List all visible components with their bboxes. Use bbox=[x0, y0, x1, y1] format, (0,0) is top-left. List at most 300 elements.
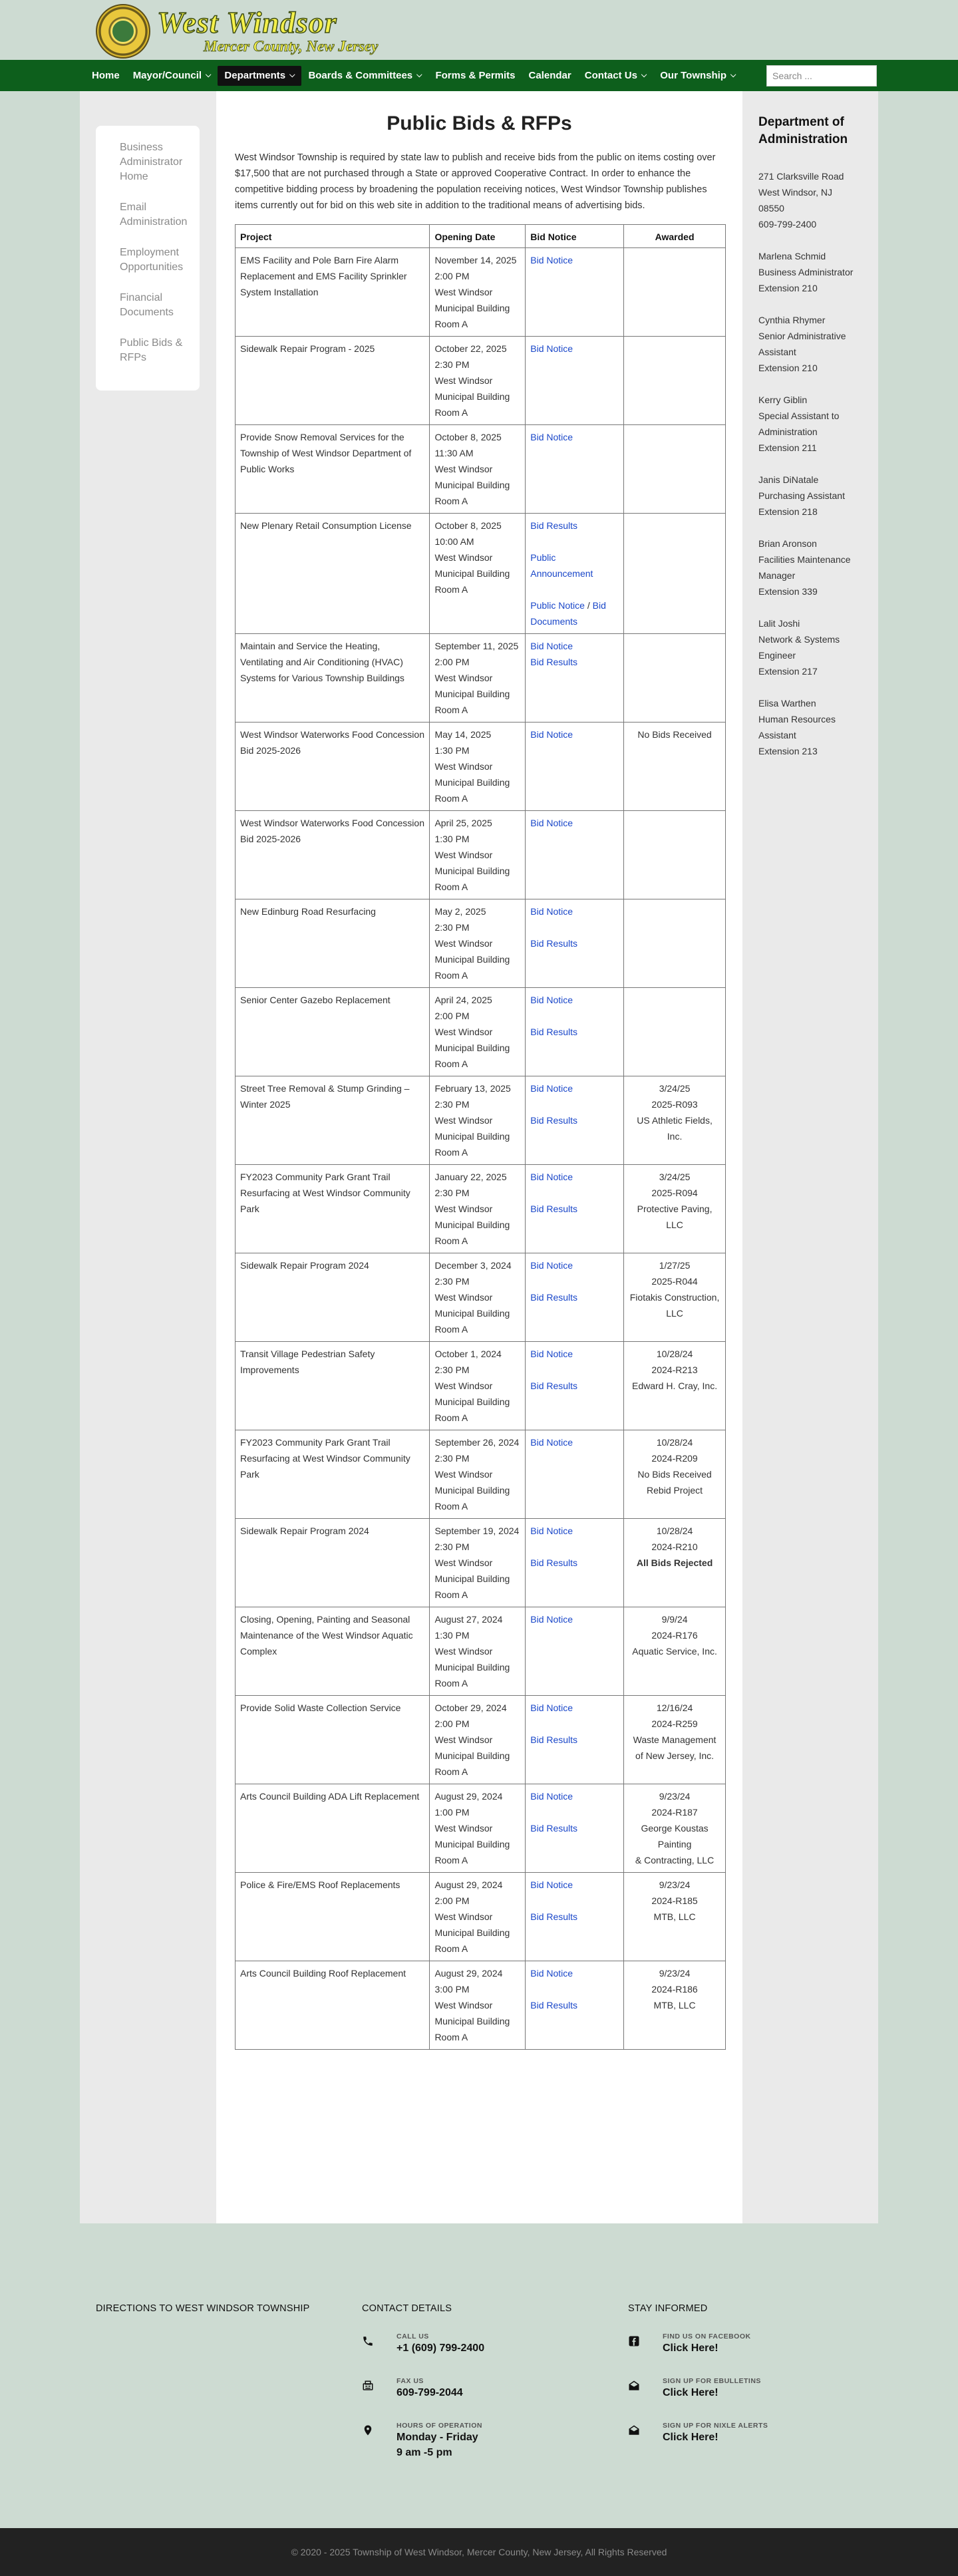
awarded-line: 9/23/24 bbox=[659, 1791, 691, 1802]
nixle-link[interactable] bbox=[628, 2422, 768, 2445]
table-row bbox=[236, 1696, 726, 1784]
awarded-cell bbox=[624, 1165, 726, 1253]
opening-date-line: West Windsor Municipal Building Room A bbox=[434, 1823, 510, 1865]
sidebar-link[interactable]: Employment Opportunities bbox=[120, 247, 184, 273]
opening-date-line: West Windsor Municipal Building Room A bbox=[434, 375, 510, 418]
bid-notice-line bbox=[530, 1909, 619, 1925]
page-body bbox=[80, 91, 878, 2223]
header-opening-date: Opening Date bbox=[430, 225, 526, 248]
bid-results-link[interactable]: Bid Results bbox=[530, 520, 578, 531]
awarded-line: 9/23/24 bbox=[659, 1968, 691, 1979]
opening-date-line: 2:30 PM bbox=[434, 359, 470, 370]
bid-notice-link[interactable]: Bid Notice bbox=[530, 1260, 573, 1271]
stay-informed-title: STAY INFORMED bbox=[628, 2303, 708, 2314]
project-cell: Sidewalk Repair Program 2024 bbox=[236, 1253, 430, 1342]
sidebar-link[interactable]: Business Administrator Home bbox=[120, 142, 183, 182]
sidebar bbox=[96, 126, 200, 391]
bid-notice-line bbox=[530, 1112, 619, 1128]
opening-date-cell bbox=[430, 723, 526, 811]
ebulletins-click[interactable]: Click Here! bbox=[663, 2387, 718, 2398]
awarded-line: 2025-R044 bbox=[651, 1276, 698, 1287]
table-row bbox=[236, 1784, 726, 1873]
nav-item-label: Mayor/Council bbox=[132, 70, 202, 81]
bid-results-link[interactable]: Bid Results bbox=[530, 1911, 578, 1922]
facebook-icon bbox=[628, 2335, 640, 2347]
project-cell: EMS Facility and Pole Barn Fire Alarm Replacement and EMS Facility Sprinkler System Installation bbox=[236, 248, 430, 337]
bid-notice-line bbox=[530, 1555, 619, 1571]
opening-date-cell bbox=[430, 1165, 526, 1253]
bid-results-link[interactable]: Bid Results bbox=[530, 1292, 578, 1303]
bid-notice-line bbox=[530, 1273, 619, 1289]
nav-item-forms-permits[interactable] bbox=[428, 60, 522, 91]
bid-notice-cell bbox=[526, 1784, 624, 1873]
bids-table bbox=[235, 224, 726, 2050]
staff-contact bbox=[758, 312, 865, 376]
site-header bbox=[0, 0, 958, 60]
awarded-line: 2024-R186 bbox=[651, 1984, 698, 1995]
bid-notice-link[interactable]: Bid Notice bbox=[530, 641, 573, 651]
bid-notice-link[interactable]: Bid Notice bbox=[530, 1968, 573, 1979]
bid-notice-link[interactable]: Bid Notice bbox=[530, 1526, 573, 1536]
public-announcement-link[interactable]: Public Announcement bbox=[530, 552, 593, 579]
bid-notice-link[interactable]: Bid Notice bbox=[530, 1083, 573, 1094]
opening-date-line: August 29, 2024 bbox=[434, 1879, 503, 1890]
awarded-line: 2024-R213 bbox=[651, 1365, 698, 1375]
opening-date-line: 3:00 PM bbox=[434, 1984, 470, 1995]
facebook-link[interactable] bbox=[628, 2333, 751, 2356]
opening-date-line: West Windsor Municipal Building Room A bbox=[434, 1115, 510, 1158]
awarded-cell bbox=[624, 1607, 726, 1696]
bid-notice-line bbox=[530, 935, 619, 951]
staff-contact-line: Extension 210 bbox=[758, 283, 818, 293]
address-line: West Windsor, NJ bbox=[758, 187, 832, 198]
staff-contact-line: Human Resources Assistant bbox=[758, 714, 836, 740]
awarded-line: 10/28/24 bbox=[656, 1349, 693, 1359]
opening-date-line: October 1, 2024 bbox=[434, 1349, 502, 1359]
awarded-line: George Koustas Painting bbox=[641, 1823, 709, 1850]
awarded-line: 10/28/24 bbox=[656, 1437, 693, 1448]
awarded-line: MTB, LLC bbox=[653, 2000, 696, 2011]
bid-results-link[interactable]: Bid Results bbox=[530, 1115, 578, 1126]
bid-notice-line bbox=[530, 518, 619, 534]
bid-notice-line bbox=[530, 1877, 619, 1893]
opening-date-cell bbox=[430, 1607, 526, 1696]
site-title: West Windsor bbox=[157, 5, 337, 39]
staff-contact-line: Purchasing Assistant bbox=[758, 490, 845, 501]
awarded-line: No Bids Received bbox=[637, 729, 712, 740]
staff-contact bbox=[758, 392, 865, 456]
opening-date-line: 2:00 PM bbox=[434, 657, 470, 667]
bid-notice-cell bbox=[526, 1076, 624, 1165]
search-input[interactable]: Search ... bbox=[766, 65, 877, 86]
nav-item-boards-committees[interactable] bbox=[301, 60, 428, 91]
bid-notice-cell bbox=[526, 1961, 624, 2050]
bid-results-link[interactable]: Bid Results bbox=[530, 1557, 578, 1568]
table-row bbox=[236, 1253, 726, 1342]
township-seal-icon bbox=[96, 4, 150, 59]
bid-results-link[interactable]: Bid Results bbox=[530, 657, 578, 667]
opening-date-line: West Windsor Municipal Building Room A bbox=[434, 2000, 510, 2042]
awarded-line: 12/16/24 bbox=[656, 1702, 693, 1713]
directions-link[interactable]: DIRECTIONS TO WEST WINDSOR TOWNSHIP bbox=[96, 2303, 310, 2314]
bid-notice-line bbox=[530, 1346, 619, 1362]
bid-notice-link[interactable]: Bid Notice bbox=[530, 1879, 573, 1890]
ebulletins-link[interactable] bbox=[628, 2377, 761, 2400]
opening-date-line: West Windsor Municipal Building Room A bbox=[434, 1911, 510, 1954]
bid-notice-cell bbox=[526, 1165, 624, 1253]
awarded-line: 9/9/24 bbox=[661, 1614, 688, 1625]
bid-notice-link[interactable]: Bid Notice bbox=[530, 432, 573, 442]
bid-notice-link[interactable]: Bid Notice bbox=[530, 1614, 573, 1625]
sidebar-link[interactable]: Email Administration bbox=[120, 202, 188, 228]
opening-date-line: 2:00 PM bbox=[434, 1718, 470, 1729]
project-cell: Closing, Opening, Painting and Seasonal Maintenance of the West Windsor Aquatic Complex bbox=[236, 1607, 430, 1696]
awarded-line: Fiotakis Construction, LLC bbox=[629, 1292, 720, 1319]
awarded-line: 10/28/24 bbox=[656, 1526, 693, 1536]
staff-contact-line: Network & Systems Engineer bbox=[758, 634, 840, 661]
address-line: 08550 bbox=[758, 203, 784, 214]
awarded-line: MTB, LLC bbox=[653, 1911, 696, 1922]
table-row bbox=[236, 1961, 726, 2050]
opening-date-line: 2:30 PM bbox=[434, 922, 470, 933]
sidebar-link[interactable]: Financial Documents bbox=[120, 292, 174, 318]
project-cell: Sidewalk Repair Program 2024 bbox=[236, 1519, 430, 1607]
bid-notice-link[interactable]: Bid Notice bbox=[530, 255, 573, 265]
bid-notice-line bbox=[530, 1096, 619, 1112]
table-row bbox=[236, 1873, 726, 1961]
bid-notice-cell bbox=[526, 337, 624, 425]
table-row bbox=[236, 514, 726, 634]
awarded-cell bbox=[624, 337, 726, 425]
nixle-label: SIGN UP FOR NIXLE ALERTS bbox=[663, 2422, 768, 2430]
opening-date-line: West Windsor Municipal Building Room A bbox=[434, 1027, 510, 1069]
opening-date-line: 11:30 AM bbox=[434, 448, 474, 458]
bid-notice-cell bbox=[526, 1873, 624, 1961]
opening-date-line: West Windsor Municipal Building Room A bbox=[434, 673, 510, 715]
project-cell: Arts Council Building ADA Lift Replacement bbox=[236, 1784, 430, 1873]
bid-notice-link[interactable]: Bid Notice bbox=[530, 1702, 573, 1713]
awarded-line: & Contracting, LLC bbox=[635, 1855, 715, 1865]
bid-notice-link[interactable]: Bid Notice bbox=[530, 1172, 573, 1182]
table-row bbox=[236, 1519, 726, 1607]
opening-date-cell bbox=[430, 425, 526, 514]
opening-date-line: 2:30 PM bbox=[434, 1365, 470, 1375]
facebook-click[interactable]: Click Here! bbox=[663, 2342, 718, 2354]
bid-notice-line bbox=[530, 1169, 619, 1185]
bid-results-link[interactable]: Bid Results bbox=[530, 938, 578, 949]
right-sidebar bbox=[758, 114, 865, 775]
staff-contact-line: Janis DiNatale bbox=[758, 474, 819, 485]
awarded-line: 3/24/25 bbox=[659, 1172, 691, 1182]
awarded-cell bbox=[624, 1961, 726, 2050]
opening-date-line: 1:30 PM bbox=[434, 745, 470, 756]
staff-contact-line: Extension 218 bbox=[758, 506, 818, 517]
opening-date-line: West Windsor Municipal Building Room A bbox=[434, 850, 510, 892]
opening-date-cell bbox=[430, 1430, 526, 1519]
opening-date-line: West Windsor Municipal Building Room A bbox=[434, 552, 510, 595]
staff-contact-line: Extension 211 bbox=[758, 442, 817, 453]
bid-notice-cell bbox=[526, 1342, 624, 1430]
awarded-line: US Athletic Fields, Inc. bbox=[637, 1115, 713, 1142]
opening-date-line: October 29, 2024 bbox=[434, 1702, 507, 1713]
opening-date-line: West Windsor Municipal Building Room A bbox=[434, 287, 510, 329]
nav-item-label: Calendar bbox=[528, 70, 571, 81]
chevron-down-icon: ⌵ bbox=[206, 71, 212, 79]
bid-notice-link[interactable]: Bid Notice bbox=[530, 906, 573, 917]
bid-results-link[interactable]: Bid Results bbox=[530, 1204, 578, 1214]
intro-text: West Windsor Township is required by state law to publish and receive bids from the public on items costing over $17,500 that are not purchased through a State or approved Cooperative Contract. In order to enhance the competitive bidding process by broadening the population receiving notices, West Windsor Township publishes items currently out for bid on this web site in addition to the traditional means of advertising bids. bbox=[235, 152, 716, 211]
opening-date-cell bbox=[430, 811, 526, 899]
awarded-cell bbox=[624, 1253, 726, 1342]
bid-notice-line bbox=[530, 1201, 619, 1217]
opening-date-line: West Windsor Municipal Building Room A bbox=[434, 464, 510, 506]
bid-results-link[interactable]: Bid Results bbox=[530, 1027, 578, 1037]
staff-contact-line: Special Assistant to Administration bbox=[758, 410, 840, 437]
awarded-cell bbox=[624, 723, 726, 811]
bid-notice-line bbox=[530, 1024, 619, 1040]
project-cell: FY2023 Community Park Grant Trail Resurfacing at West Windsor Community Park bbox=[236, 1165, 430, 1253]
bid-notice-cell bbox=[526, 723, 624, 811]
fax-us-label: FAX US bbox=[397, 2377, 424, 2385]
awarded-line: 2024-R187 bbox=[651, 1807, 698, 1818]
opening-date-line: West Windsor Municipal Building Room A bbox=[434, 1469, 510, 1512]
awarded-line: No Bids Received bbox=[637, 1469, 712, 1480]
staff-contact-line: Kerry Giblin bbox=[758, 395, 808, 405]
bid-notice-line bbox=[530, 638, 619, 654]
bid-notice-line bbox=[530, 1362, 619, 1378]
opening-date-line: 2:00 PM bbox=[434, 1011, 470, 1021]
awarded-line: Aquatic Service, Inc. bbox=[632, 1646, 717, 1657]
awarded-cell bbox=[624, 811, 726, 899]
bid-results-link[interactable]: Bid Results bbox=[530, 1823, 578, 1834]
bid-notice-line bbox=[530, 1080, 619, 1096]
bid-notice-line bbox=[530, 919, 619, 935]
table-row bbox=[236, 248, 726, 337]
bid-notice-link[interactable]: Bid Notice bbox=[530, 1349, 573, 1359]
opening-date-line: West Windsor Municipal Building Room A bbox=[434, 761, 510, 804]
call-us-label: CALL US bbox=[397, 2333, 429, 2340]
awarded-cell bbox=[624, 248, 726, 337]
bid-notice-line bbox=[530, 1378, 619, 1394]
nav-item-contact-us[interactable] bbox=[578, 60, 654, 91]
opening-date-line: October 22, 2025 bbox=[434, 343, 507, 354]
site-footer bbox=[0, 2283, 958, 2528]
opening-date-line: 10:00 AM bbox=[434, 536, 474, 547]
awarded-line: 2024-R259 bbox=[651, 1718, 698, 1729]
nav-item-departments[interactable] bbox=[218, 66, 301, 86]
nav-item-label: Home bbox=[92, 70, 120, 81]
bid-notice-link[interactable]: Bid Notice bbox=[530, 1791, 573, 1802]
awarded-cell bbox=[624, 1519, 726, 1607]
bid-notice-line bbox=[530, 534, 619, 550]
opening-date-line: 2:30 PM bbox=[434, 1453, 470, 1464]
staff-contact-line: Elisa Warthen bbox=[758, 698, 816, 709]
opening-date-line: 2:00 PM bbox=[434, 271, 470, 281]
project-cell: New Plenary Retail Consumption License bbox=[236, 514, 430, 634]
facebook-label: FIND US ON FACEBOOK bbox=[663, 2333, 751, 2340]
chevron-down-icon: ⌵ bbox=[416, 71, 422, 79]
bid-documents-link[interactable]: Bid Documents bbox=[530, 600, 606, 627]
site-logo[interactable] bbox=[96, 4, 378, 59]
bid-notice-line bbox=[530, 1893, 619, 1909]
opening-date-line: 2:30 PM bbox=[434, 1099, 470, 1110]
header-awarded: Awarded bbox=[624, 225, 726, 248]
address-line: 271 Clarksville Road bbox=[758, 171, 844, 182]
bid-notice-link[interactable]: Bid Notice bbox=[530, 1437, 573, 1448]
bid-notice-link[interactable]: Bid Notice bbox=[530, 729, 573, 740]
bid-notice-line bbox=[530, 1257, 619, 1273]
sidebar-link[interactable]: Public Bids & RFPs bbox=[120, 337, 183, 363]
opening-date-line: September 26, 2024 bbox=[434, 1437, 520, 1448]
bid-notice-line bbox=[530, 1716, 619, 1732]
nav-item-calendar[interactable] bbox=[522, 60, 578, 91]
staff-contact-line: Extension 213 bbox=[758, 746, 818, 756]
awarded-line: 2024-R176 bbox=[651, 1630, 698, 1641]
staff-contact-line: Senior Administrative Assistant bbox=[758, 331, 846, 357]
project-cell: Arts Council Building Roof Replacement bbox=[236, 1961, 430, 2050]
main-content bbox=[216, 91, 742, 2223]
project-cell: New Edinburg Road Resurfacing bbox=[236, 899, 430, 988]
bid-notice-cell bbox=[526, 811, 624, 899]
awarded-cell bbox=[624, 988, 726, 1076]
bid-results-link[interactable]: Bid Results bbox=[530, 1380, 578, 1391]
bid-notice-line bbox=[530, 1185, 619, 1201]
bid-notice-link[interactable]: Bid Notice bbox=[530, 995, 573, 1005]
opening-date-line: West Windsor Municipal Building Room A bbox=[434, 1380, 510, 1423]
bid-notice-link[interactable]: Bid Notice bbox=[530, 343, 573, 354]
nav-item-mayor-council[interactable] bbox=[126, 60, 218, 91]
staff-contact-line: Extension 217 bbox=[758, 666, 818, 677]
address-line: 609-799-2400 bbox=[758, 219, 817, 230]
project-cell: West Windsor Waterworks Food Concession Bid 2025-2026 bbox=[236, 811, 430, 899]
bid-notice-line bbox=[530, 1434, 619, 1450]
bid-notice-cell bbox=[526, 1696, 624, 1784]
staff-contact bbox=[758, 472, 865, 520]
bid-notice-cell bbox=[526, 1253, 624, 1342]
department-address bbox=[758, 168, 865, 232]
opening-date-line: 1:00 PM bbox=[434, 1807, 470, 1818]
project-cell: Maintain and Service the Heating, Ventilating and Air Conditioning (HVAC) Systems for Various Township Buildings bbox=[236, 634, 430, 723]
opening-date-line: January 22, 2025 bbox=[434, 1172, 507, 1182]
hours-time: 9 am -5 pm bbox=[397, 2447, 452, 2458]
opening-date-cell bbox=[430, 1519, 526, 1607]
bid-notice-line bbox=[530, 252, 619, 268]
awarded-cell bbox=[624, 1342, 726, 1430]
bid-notice-line bbox=[530, 815, 619, 831]
bid-notice-cell bbox=[526, 1430, 624, 1519]
contact-details-title: CONTACT DETAILS bbox=[362, 2303, 452, 2314]
table-row bbox=[236, 811, 726, 899]
bid-notice-line bbox=[530, 1965, 619, 1981]
header-project: Project bbox=[236, 225, 430, 248]
awarded-line: 1/27/25 bbox=[659, 1260, 691, 1271]
bid-notice-cell bbox=[526, 1607, 624, 1696]
bid-notice-line bbox=[530, 654, 619, 670]
opening-date-line: August 29, 2024 bbox=[434, 1791, 503, 1802]
bid-notice-link[interactable]: Bid Notice bbox=[530, 818, 573, 828]
envelope-open-icon bbox=[628, 2380, 640, 2392]
nixle-click[interactable]: Click Here! bbox=[663, 2432, 718, 2443]
opening-date-cell bbox=[430, 1784, 526, 1873]
project-cell: Transit Village Pedestrian Safety Improvements bbox=[236, 1342, 430, 1430]
opening-date-line: 2:30 PM bbox=[434, 1188, 470, 1198]
location-pin-icon bbox=[362, 2424, 374, 2436]
bid-notice-line bbox=[530, 1804, 619, 1820]
opening-date-line: September 19, 2024 bbox=[434, 1526, 520, 1536]
bid-notice-line bbox=[530, 597, 619, 629]
project-cell: Police & Fire/EMS Roof Replacements bbox=[236, 1873, 430, 1961]
nav-item-label: Boards & Committees bbox=[308, 70, 413, 81]
staff-contact-line: Extension 339 bbox=[758, 586, 818, 597]
staff-contact-line: Extension 210 bbox=[758, 363, 818, 373]
opening-date-line: West Windsor Municipal Building Room A bbox=[434, 1204, 510, 1246]
table-row bbox=[236, 425, 726, 514]
table-row bbox=[236, 634, 726, 723]
opening-date-cell bbox=[430, 248, 526, 337]
nav-item-label: Departments bbox=[224, 70, 286, 81]
bid-notice-line bbox=[530, 1732, 619, 1748]
bid-notice-line bbox=[530, 1981, 619, 1997]
chevron-down-icon: ⌵ bbox=[730, 71, 736, 79]
opening-date-cell bbox=[430, 1253, 526, 1342]
awarded-line: 2025-R093 bbox=[651, 1099, 698, 1110]
envelope-open-icon bbox=[628, 2424, 640, 2436]
bid-notice-cell bbox=[526, 634, 624, 723]
ebulletins-label: SIGN UP FOR EBULLETINS bbox=[663, 2377, 761, 2385]
bid-notice-line bbox=[530, 550, 619, 581]
table-header-row bbox=[236, 225, 726, 248]
bid-notice-line bbox=[530, 1539, 619, 1555]
bid-results-link[interactable]: Bid Results bbox=[530, 2000, 578, 2011]
awarded-line: 2025-R094 bbox=[651, 1188, 698, 1198]
nav-item-home[interactable] bbox=[85, 60, 126, 91]
nav-item-our-township[interactable] bbox=[653, 60, 742, 91]
bid-notice-line bbox=[530, 1611, 619, 1627]
staff-contact-line: Lalit Joshi bbox=[758, 618, 800, 629]
opening-date-line: 2:30 PM bbox=[434, 1541, 470, 1552]
table-row bbox=[236, 988, 726, 1076]
table-row bbox=[236, 1342, 726, 1430]
awarded-line: 2024-R209 bbox=[651, 1453, 698, 1464]
public-notice-link[interactable]: Public Notice bbox=[530, 600, 585, 611]
copyright: © 2020 - 2025 Township of West Windsor, Mercer County, New Jersey, All Rights Reserved bbox=[0, 2528, 958, 2576]
bid-notice-line bbox=[530, 1788, 619, 1804]
staff-contact-line: Marlena Schmid bbox=[758, 251, 826, 261]
table-row bbox=[236, 1076, 726, 1165]
bid-notice-line bbox=[530, 581, 619, 597]
call-us-number[interactable]: +1 (609) 799-2400 bbox=[397, 2342, 485, 2354]
site-subtitle: Mercer County, New Jersey bbox=[204, 38, 379, 55]
awarded-cell bbox=[624, 1076, 726, 1165]
opening-date-line: 1:30 PM bbox=[434, 834, 470, 844]
opening-date-line: West Windsor Municipal Building Room A bbox=[434, 1734, 510, 1777]
opening-date-cell bbox=[430, 988, 526, 1076]
call-us bbox=[362, 2333, 484, 2356]
opening-date-line: West Windsor Municipal Building Room A bbox=[434, 1292, 510, 1335]
opening-date-line: October 8, 2025 bbox=[434, 520, 502, 531]
staff-contact bbox=[758, 536, 865, 599]
bid-results-link[interactable]: Bid Results bbox=[530, 1734, 578, 1745]
opening-date-line: August 27, 2024 bbox=[434, 1614, 503, 1625]
bid-notice-cell bbox=[526, 248, 624, 337]
awarded-cell bbox=[624, 425, 726, 514]
fax-us bbox=[362, 2377, 463, 2400]
chevron-down-icon: ⌵ bbox=[641, 71, 647, 79]
awarded-cell bbox=[624, 634, 726, 723]
project-cell: Street Tree Removal & Stump Grinding – Winter 2025 bbox=[236, 1076, 430, 1165]
opening-date-line: September 11, 2025 bbox=[434, 641, 519, 651]
opening-date-cell bbox=[430, 1696, 526, 1784]
